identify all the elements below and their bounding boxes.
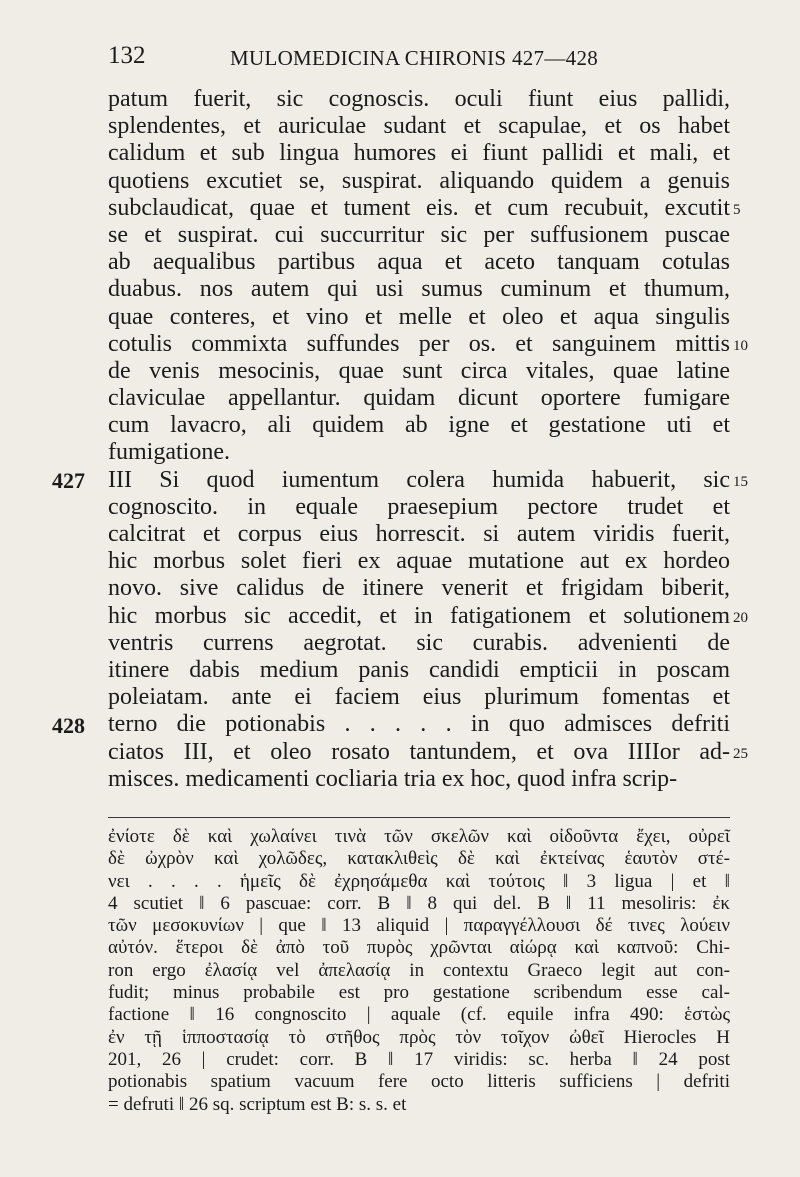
- note-line: ἐν τῇ ἱπποστασίᾳ τὸ στῆθος πρὸς τὸν τοῖχον ὠθεῖ Hierocles H: [108, 1026, 730, 1048]
- note-line: νει . . . . ἡμεῖς δὲ ἐχρησάμεθα καὶ τούτοις ‖ 3 ligua | et ‖: [108, 870, 730, 892]
- line-number: 25: [733, 745, 748, 762]
- text-line: poleiatam. ante ei faciem eius plurimum fomentas et: [108, 684, 730, 711]
- note-line: ἐνίοτε δὲ καὶ χωλαίνει τινὰ τῶν σκελῶν καὶ οἰδοῦντα ἔχει, οὐρεῖ: [108, 826, 730, 847]
- text-line: cum lavacro, ali quidem ab igne et gestatione uti et: [108, 412, 730, 439]
- text-line: duabus. nos autem qui usi sumus cuminum et thumum,: [108, 276, 730, 303]
- text-line: de venis mesocinis, quae sunt circa vitales, quae latine: [108, 357, 730, 384]
- apparatus-criticus: [108, 826, 730, 1116]
- text-line: quae conteres, et vino et melle et oleo et aqua singulis: [108, 303, 730, 330]
- text-line: hic morbus solet fieri ex aquae mutatione aut ex hordeo: [108, 548, 730, 575]
- note-line: 4 scutiet ‖ 6 pascuae: corr. B ‖ 8 qui del. B ‖ 11 mesoliris: ἐκ: [108, 892, 730, 914]
- line-number: 5: [733, 201, 741, 218]
- note-line: 201, 26 | crudet: corr. B ‖ 17 viridis: sc. herba ‖ 24 post: [108, 1048, 730, 1070]
- note-line: potionabis spatium vacuum fere octo litteris sufficiens | defriti: [108, 1071, 730, 1093]
- line-number: 20: [733, 609, 748, 626]
- running-title: MULOMEDICINA CHIRONIS 427—428: [230, 46, 599, 70]
- text-line: claviculae appellantur. quidam dicunt oportere fumigare: [108, 385, 730, 412]
- text-line: misces. medicamenti cocliaria tria ex hoc, quod infra scrip-: [108, 765, 678, 792]
- text-line: hic morbus sic accedit, et in fatigationem et solutionem: [108, 602, 730, 629]
- text-line: itinere dabis medium panis candidi empticii in poscam: [108, 656, 730, 683]
- text-line: splendentes, et auriculae sudant et scapulae, et os habet: [108, 113, 730, 140]
- text-line: cognoscito. in equale praesepium pectore trudet et: [108, 493, 730, 520]
- line-number: 15: [733, 473, 748, 490]
- text-line: fumigatione.: [108, 439, 230, 466]
- text-line: terno die potionabis . . . . . in quo admisces defriti: [108, 711, 730, 738]
- text-line: ciatos III, et oleo rosato tantundem, et ova IIIIor ad-: [108, 738, 730, 765]
- text-line: calidum et sub lingua humores ei fiunt pallidi et mali, et: [108, 140, 730, 167]
- note-line: fudit; minus probabile est pro gestatione scribendum esse cal-: [108, 982, 730, 1004]
- text-line: calcitrat et corpus eius horrescit. si autem viridis fuerit,: [108, 521, 730, 547]
- note-line: αὐτόν. ἕτεροι δὲ ἀπὸ τοῦ πυρὸς χρῶνται αἰώρᾳ καὶ καπνοῦ: Chi-: [108, 937, 730, 959]
- section-number: 428: [52, 712, 85, 738]
- text-line: se et suspirat. cui succurritur sic per suffusionem puscae: [108, 221, 730, 248]
- page-header: [108, 42, 728, 76]
- note-line: factione ‖ 16 congnoscito | aquale (cf. equile infra 490: ἑστὼς: [108, 1004, 730, 1026]
- note-line: ron ergo ἐλασίᾳ vel ἀπελασίᾳ in contextu Graeco legit aut con-: [108, 959, 730, 981]
- note-line: = defruti ‖ 26 sq. scriptum est B: s. s. et: [108, 1093, 407, 1115]
- footnote-rule: [108, 817, 730, 818]
- section-number: 427: [52, 467, 85, 493]
- text-line: quotiens excutiet se, suspirat. aliquando quidem a genuis: [108, 167, 730, 194]
- text-line: novo. sive calidus de itinere venerit et frigidam biberit,: [108, 575, 730, 602]
- text-line: ventris currens aegrotat. sic curabis. advenienti de: [108, 629, 730, 656]
- line-number: 10: [733, 337, 748, 354]
- text-line: subclaudicat, quae et tument eis. et cum recubuit, excutit: [108, 194, 730, 221]
- page-number: 132: [108, 42, 146, 69]
- text-line: cotulis commixta suffundes per os. et sanguinem mittis: [108, 330, 730, 357]
- note-line: δὲ ὠχρὸν καὶ χολῶδες, κατακλιθεὶς δὲ καὶ ἐκτείνας ἑαυτὸν στέ-: [108, 848, 730, 870]
- main-text: [108, 86, 730, 793]
- note-line: τῶν μεσοκυνίων | que ‖ 13 aliquid | παραγγέλλουσι δέ τινες λούειν: [108, 915, 730, 937]
- text-line: III Si quod iumentum colera humida habuerit, sic: [108, 466, 730, 493]
- text-line: patum fuerit, sic cognoscis. oculi fiunt eius pallidi,: [108, 86, 730, 112]
- text-line: ab aequalibus partibus aqua et aceto tanquam cotulas: [108, 249, 730, 276]
